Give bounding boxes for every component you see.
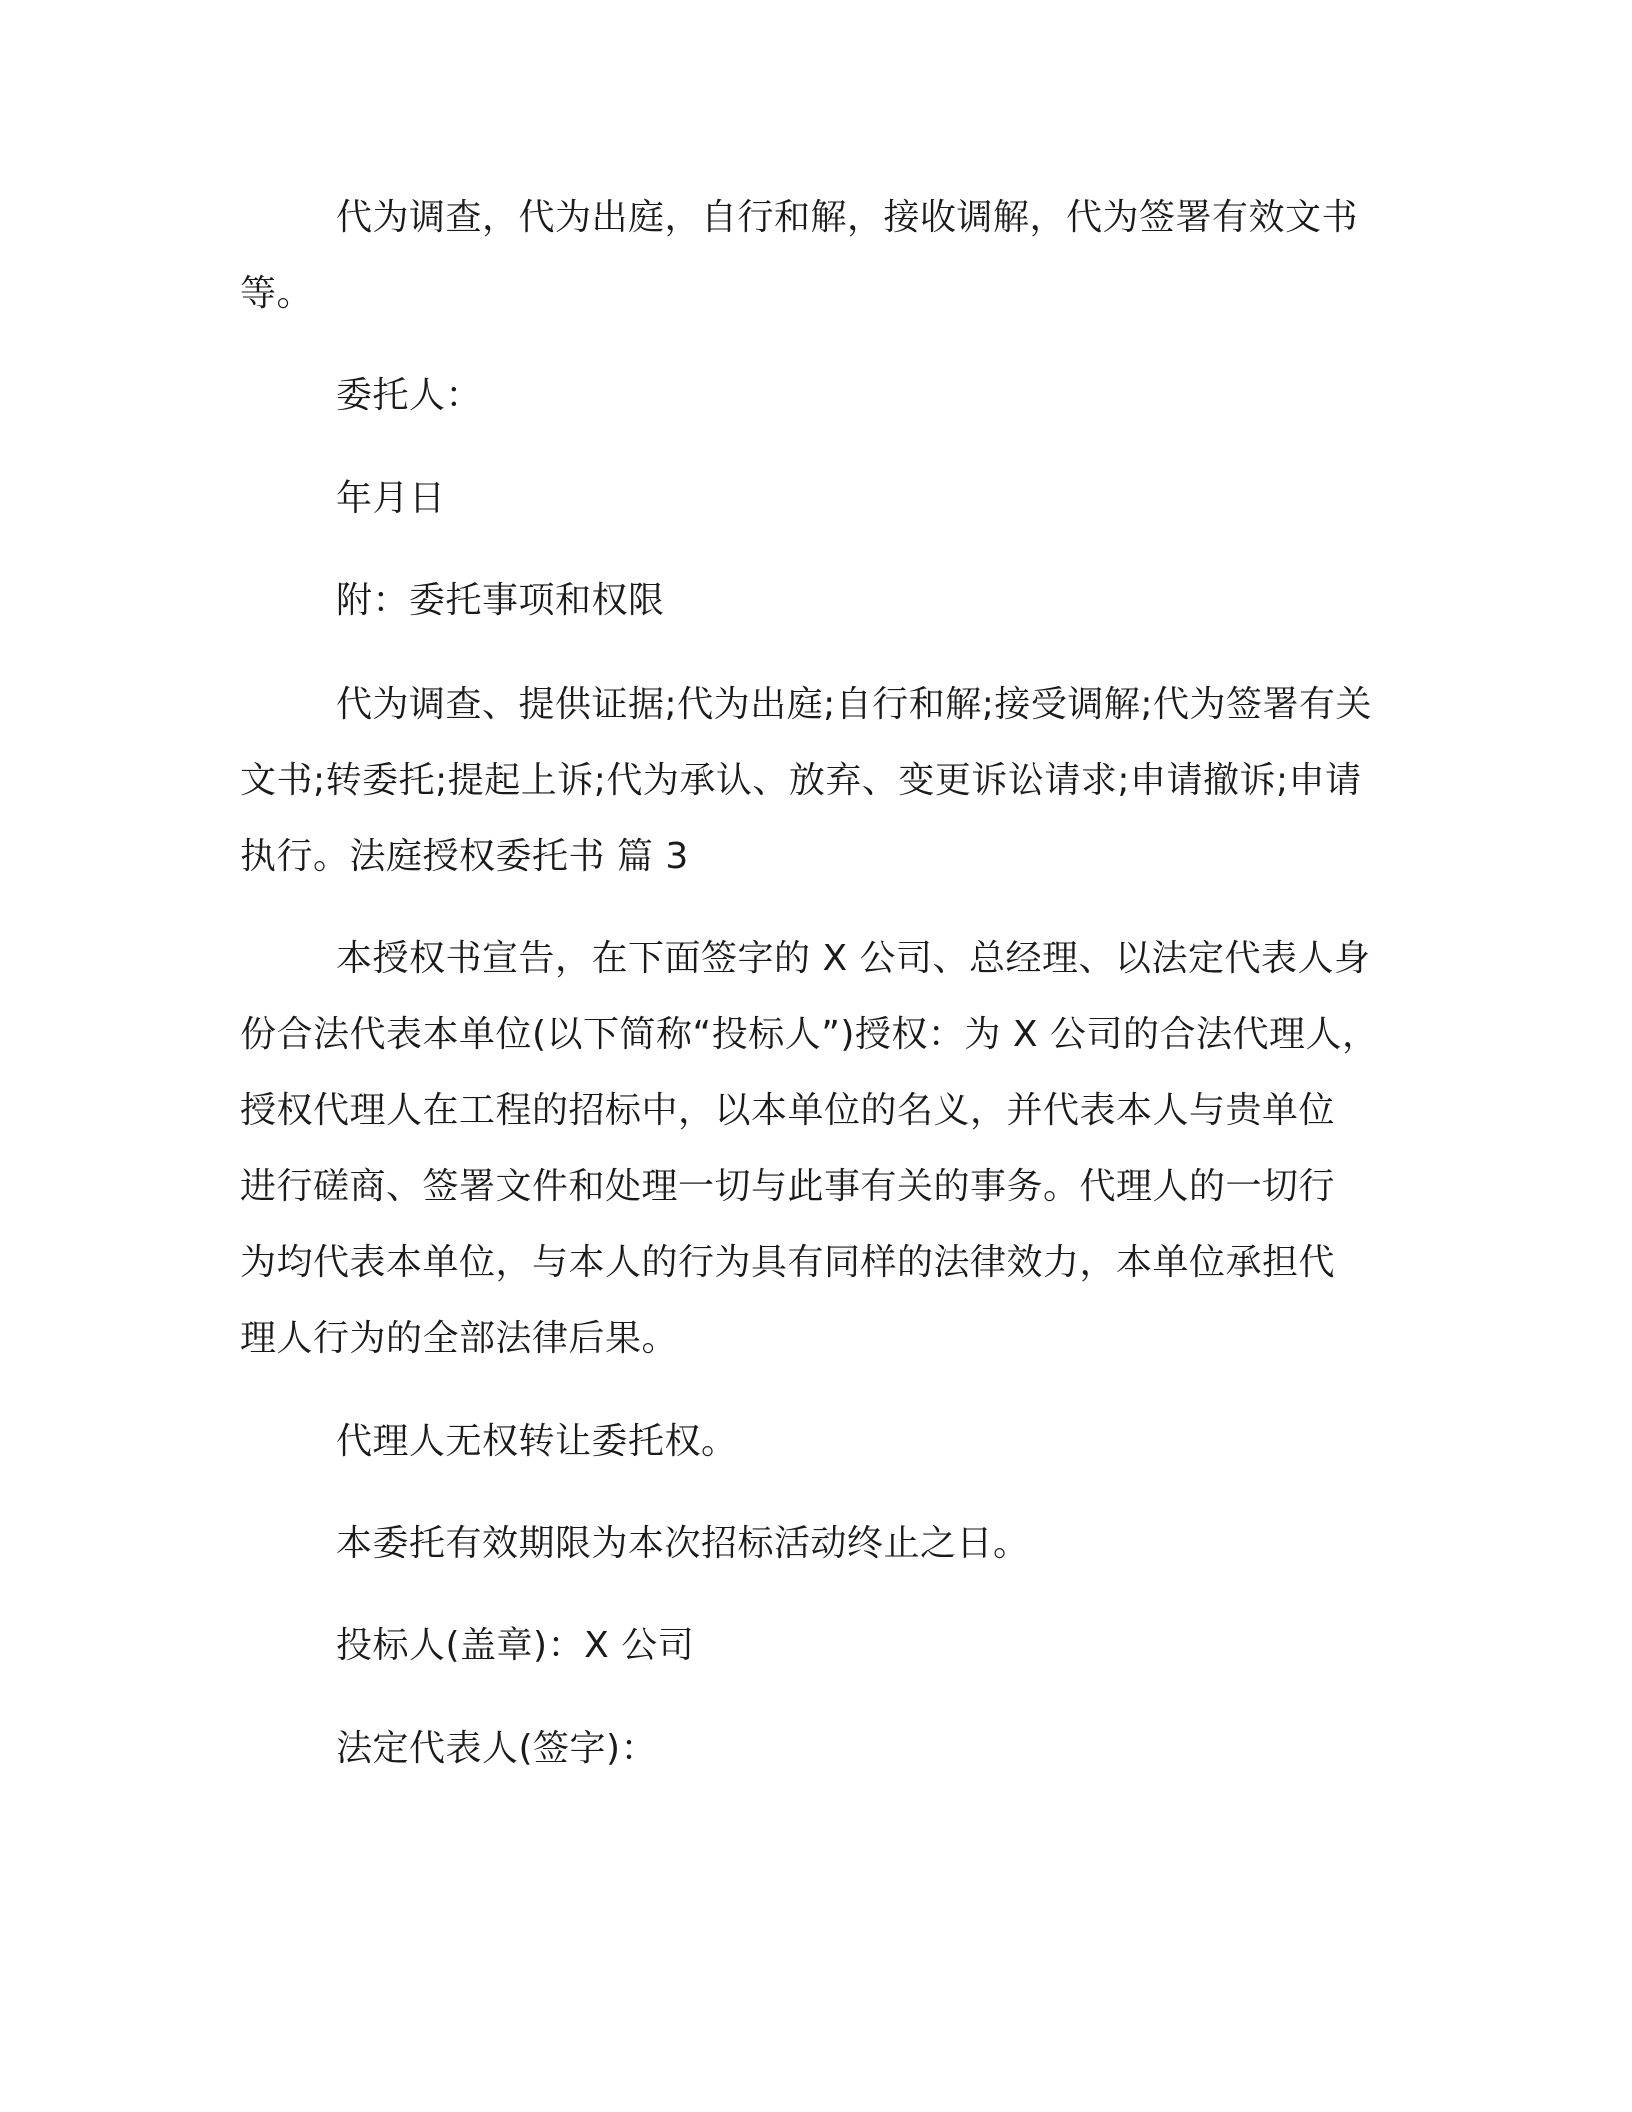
paragraph-line: 执行。法庭授权委托书 篇 3 (240, 836, 689, 877)
paragraph-line: 为均代表本单位，与本人的行为具有同样的法律效力，本单位承担代 (240, 1242, 1336, 1283)
paragraph-line: 代为调查，代为出庭，自行和解，接收调解，代为签署有效文书 (336, 197, 1359, 238)
paragraph-line: 代为调查、提供证据;代为出庭;自行和解;接受调解;代为签署有关 (336, 684, 1373, 725)
principal-label: 委托人： (336, 375, 483, 416)
date-label: 年月日 (336, 478, 446, 519)
paragraph-line: 份合法代表本单位(以下简称“投标人”)授权：为 X 公司的合法代理人， (240, 1014, 1379, 1055)
paragraph-line: 本授权书宣告，在下面签字的 X 公司、总经理、以法定代表人身 (336, 938, 1371, 979)
paragraph-line: 进行磋商、签署文件和处理一切与此事有关的事务。代理人的一切行 (240, 1166, 1336, 1207)
paragraph-line: 本委托有效期限为本次招标活动终止之日。 (336, 1523, 1030, 1564)
paragraph-line: 等。 (240, 273, 314, 314)
paragraph-line: 文书;转委托;提起上诉;代为承认、放弃、变更诉讼请求;申请撤诉;申请 (240, 760, 1362, 801)
appendix-title: 附：委托事项和权限 (336, 580, 665, 621)
bidder-label: 投标人(盖章)：X 公司 (336, 1625, 695, 1666)
paragraph-line: 理人行为的全部法律后果。 (240, 1318, 679, 1359)
paragraph-line: 授权代理人在工程的招标中，以本单位的名义，并代表本人与贵单位 (240, 1090, 1336, 1131)
legal-representative-label: 法定代表人(签字)： (336, 1728, 658, 1769)
paragraph-line: 代理人无权转让委托权。 (336, 1421, 738, 1462)
